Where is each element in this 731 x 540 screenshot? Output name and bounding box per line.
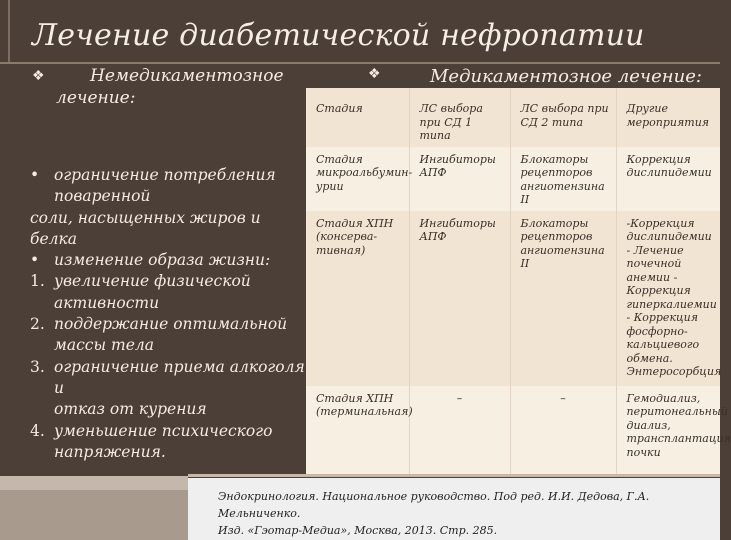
list-item	[30, 271, 310, 314]
list-marker: •	[30, 251, 40, 270]
list-item-line: увеличение физической	[54, 272, 251, 291]
right-heading-text: Медикаментозное лечение:	[430, 66, 702, 87]
list-marker: 4.	[30, 421, 45, 440]
list-item	[30, 357, 310, 421]
table-cell: Блокаторы рецепторов ангиотензина II	[510, 147, 616, 211]
header-cell: ЛС выбора при СД 2 типа	[510, 88, 616, 147]
list-item-continuation: соли, насыщенных жиров и белка	[30, 208, 261, 248]
treatment-table	[306, 88, 731, 468]
header-cell: Стадия	[306, 88, 409, 147]
source-divider	[188, 474, 720, 477]
list-marker: 3.	[30, 357, 45, 376]
diamond-bullet-icon: ❖	[368, 66, 381, 82]
table-cell: –	[409, 386, 510, 476]
list-item-line: поваренной	[54, 187, 151, 206]
left-heading-line2: лечение:	[56, 88, 136, 108]
list-item	[30, 165, 310, 250]
list-item	[30, 314, 310, 357]
header-cell: Другие мероприятия	[616, 88, 720, 147]
table-row	[306, 147, 720, 211]
list-item	[30, 421, 310, 464]
decorative-band	[0, 490, 188, 540]
citation-line2: Изд. «Гэотар-Медиа», Москва, 2013. Стр. 285.	[218, 524, 498, 537]
list-item-line: ограничение потребления	[54, 166, 276, 184]
source-citation	[188, 478, 720, 540]
citation-line1: Эндокринология. Национальное руководство. Под ред. И.И. Дедова, Г.А. Мельниченко.	[218, 490, 650, 520]
left-heading-line1: Немедикаментозное	[90, 66, 284, 86]
list-marker: 1.	[30, 272, 45, 291]
table-header-row	[306, 88, 720, 147]
table-row	[306, 211, 720, 386]
table-cell: Стадия микроальбумин-урии	[306, 147, 409, 211]
list-marker: •	[30, 166, 40, 184]
slide-title: Лечение диабетической нефропатии	[32, 18, 645, 53]
list-item-line: поддержание оптимальной	[54, 315, 288, 334]
list-item-line: массы тела	[54, 336, 154, 355]
table-cell: -Коррекция дислипидемии - Лечение почечной анемии - Коррекция гиперкалиемии - Коррекция фосфорно-кальциевого обмена. Энтеросорбция	[616, 211, 720, 386]
table-cell: Блокаторы рецепторов ангиотензина II	[510, 211, 616, 386]
list-item-line: ограничение приема алкоголя и	[54, 357, 305, 397]
table-cell: Ингибиторы АПФ	[409, 147, 510, 211]
header-cell: ЛС выбора при СД 1 типа	[409, 88, 510, 147]
diamond-bullet-icon: ❖	[32, 68, 45, 84]
table-cell: Коррекция дислипидемии	[616, 147, 720, 211]
table-cell: Стадия ХПН (терминальная)	[306, 386, 409, 476]
table-cell: Ингибиторы АПФ	[409, 211, 510, 386]
list-item	[30, 250, 310, 271]
frame-line-left	[8, 0, 10, 62]
table-cell: –	[510, 386, 616, 476]
list-item-line: активности	[54, 293, 160, 312]
list-marker: 2.	[30, 315, 45, 334]
list-item-line: изменение образа жизни:	[54, 251, 271, 270]
table-cell: Гемодиализ, перитонеальный диализ, трансплантация почки	[616, 386, 720, 476]
table-cell: Стадия ХПН (консерва-тивная)	[306, 211, 409, 386]
lifestyle-list	[30, 165, 310, 463]
list-item-line: отказ от курения	[54, 400, 207, 419]
table-row	[306, 386, 720, 476]
list-item-line: уменьшение психического	[54, 421, 273, 440]
title-underline	[0, 62, 720, 64]
list-item-line: напряжения.	[54, 442, 166, 461]
